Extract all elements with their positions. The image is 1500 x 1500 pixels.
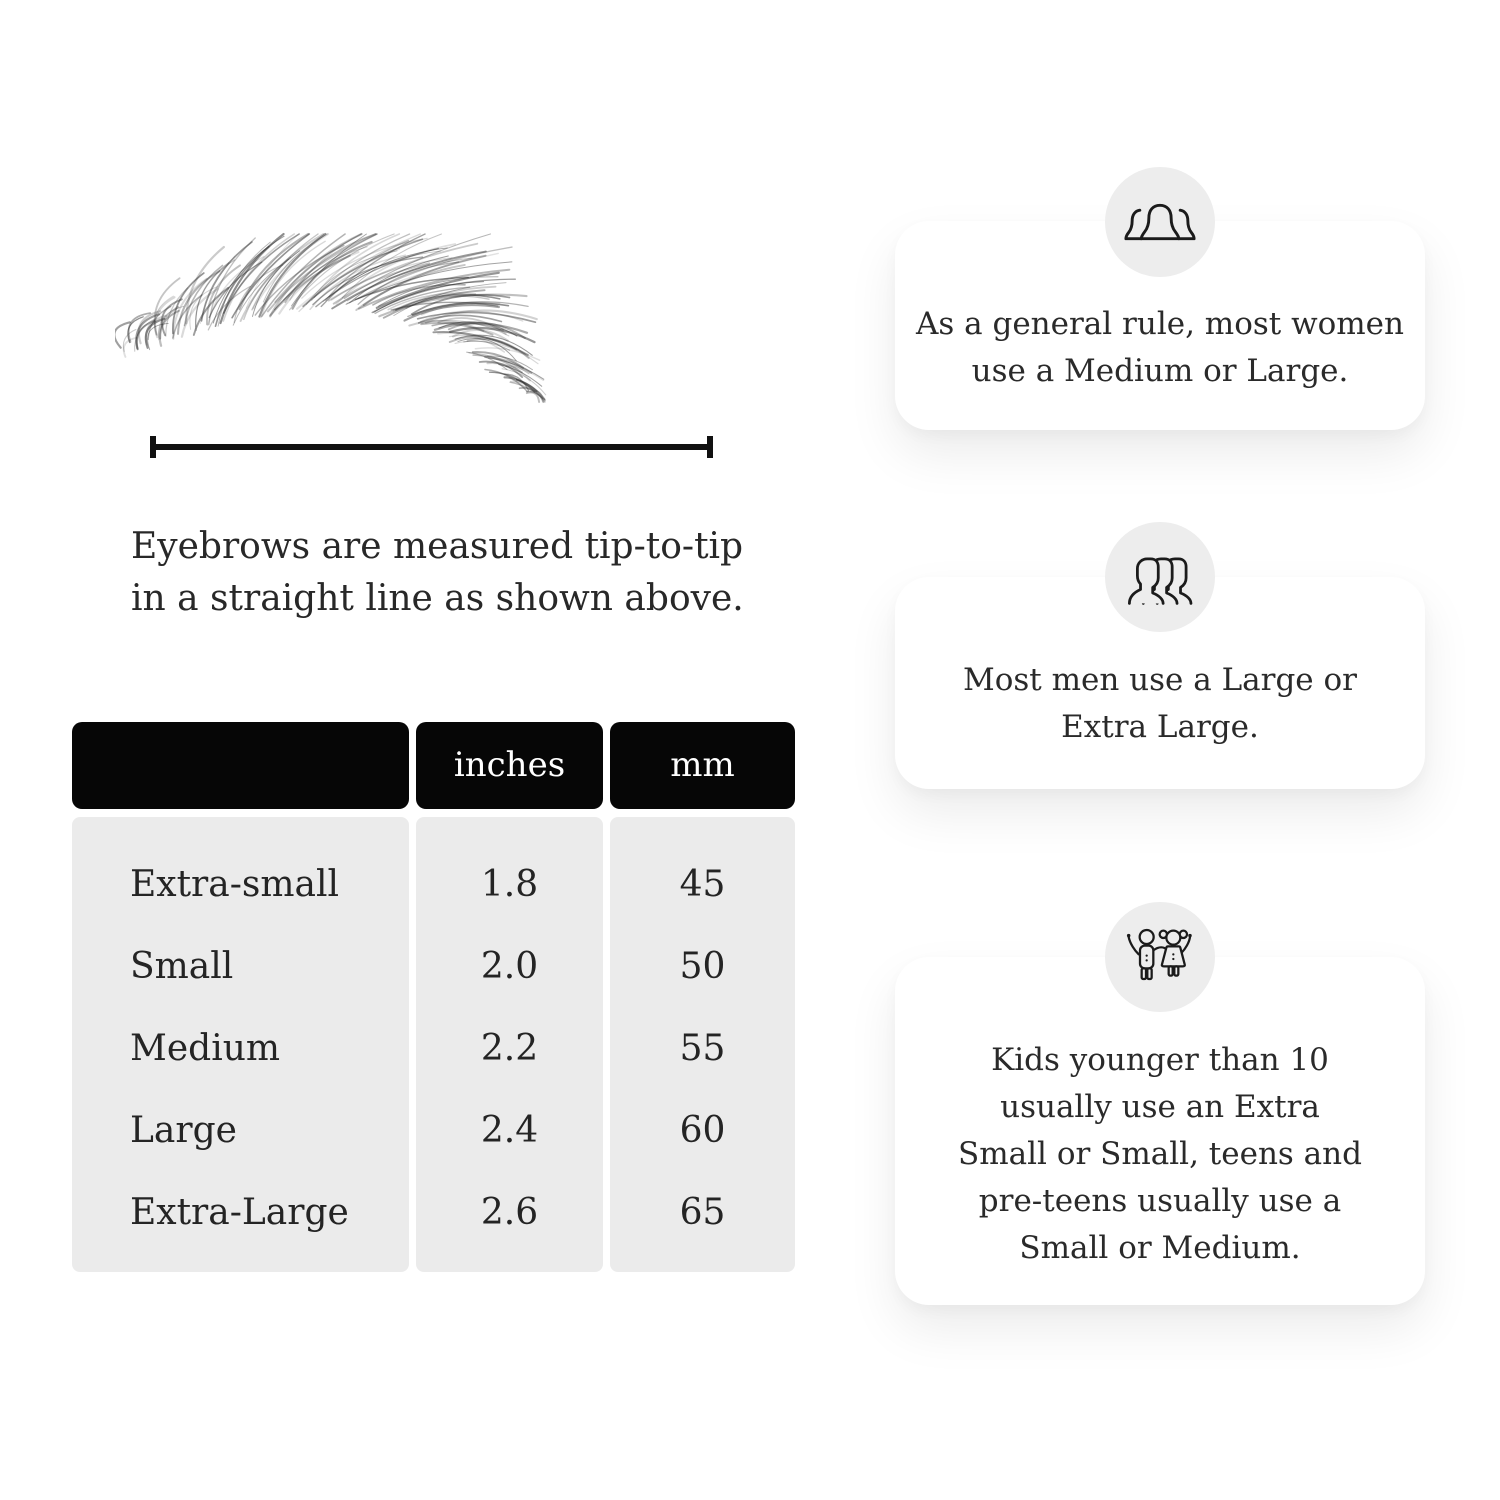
icon-circle-women bbox=[1105, 167, 1215, 277]
size-name: Large bbox=[130, 1109, 237, 1151]
eyebrow-illustration bbox=[115, 226, 560, 411]
info-card-women-text bbox=[913, 301, 1407, 395]
size-table-name-column bbox=[72, 817, 409, 1272]
size-inches-value: 1.8 bbox=[480, 863, 539, 905]
size-table-body bbox=[72, 817, 795, 1272]
size-table-mm-column bbox=[610, 817, 795, 1272]
card-text-line: use a Medium or Large. bbox=[971, 353, 1349, 389]
icon-circle-men bbox=[1105, 522, 1215, 632]
size-mm-value: 65 bbox=[679, 1191, 726, 1233]
card-text-line: usually use an Extra bbox=[1000, 1089, 1320, 1125]
kids-icon bbox=[1120, 923, 1200, 991]
size-inches-value: 2.4 bbox=[480, 1109, 539, 1151]
card-text-line: Most men use a Large or bbox=[962, 662, 1357, 698]
size-inches-value: 2.2 bbox=[480, 1027, 539, 1069]
size-name: Medium bbox=[130, 1027, 281, 1069]
card-text-line: Small or Small, teens and bbox=[958, 1136, 1362, 1172]
size-table-inches-column bbox=[416, 817, 603, 1272]
size-table-header-mm: mm bbox=[610, 722, 795, 809]
measurement-caption bbox=[131, 521, 744, 625]
caption-line-1: Eyebrows are measured tip-to-tip bbox=[131, 526, 744, 567]
card-text-line: Kids younger than 10 bbox=[991, 1042, 1329, 1078]
card-text-line: pre-teens usually use a bbox=[978, 1183, 1342, 1219]
men-group-icon bbox=[1118, 545, 1202, 609]
size-mm-value: 55 bbox=[679, 1027, 726, 1069]
size-inches-value: 2.0 bbox=[480, 945, 539, 987]
card-text-line: Small or Medium. bbox=[1019, 1230, 1301, 1266]
size-table-header-inches: inches bbox=[416, 722, 603, 809]
card-text-line: Extra Large. bbox=[1061, 709, 1259, 745]
size-name: Extra-small bbox=[130, 863, 339, 905]
size-mm-value: 50 bbox=[679, 945, 726, 987]
size-mm-value: 60 bbox=[679, 1109, 726, 1151]
size-table bbox=[72, 722, 795, 1272]
caption-line-2: in a straight line as shown above. bbox=[131, 578, 744, 619]
women-group-icon bbox=[1118, 190, 1202, 254]
size-mm-value: 45 bbox=[679, 863, 726, 905]
size-name: Extra-Large bbox=[130, 1191, 349, 1233]
measurement-line-bar bbox=[150, 444, 713, 450]
size-table-header-blank bbox=[72, 722, 409, 809]
icon-circle-kids bbox=[1105, 902, 1215, 1012]
size-name: Small bbox=[130, 945, 234, 987]
card-text-line: As a general rule, most women bbox=[916, 306, 1404, 342]
size-inches-value: 2.6 bbox=[480, 1191, 539, 1233]
size-table-header bbox=[72, 722, 795, 809]
info-card-men-text bbox=[913, 657, 1407, 751]
measurement-line-right-cap bbox=[707, 436, 713, 458]
eyebrow-sketch-icon bbox=[115, 226, 560, 411]
measurement-line bbox=[150, 436, 713, 458]
info-card-kids-text bbox=[913, 1037, 1407, 1272]
